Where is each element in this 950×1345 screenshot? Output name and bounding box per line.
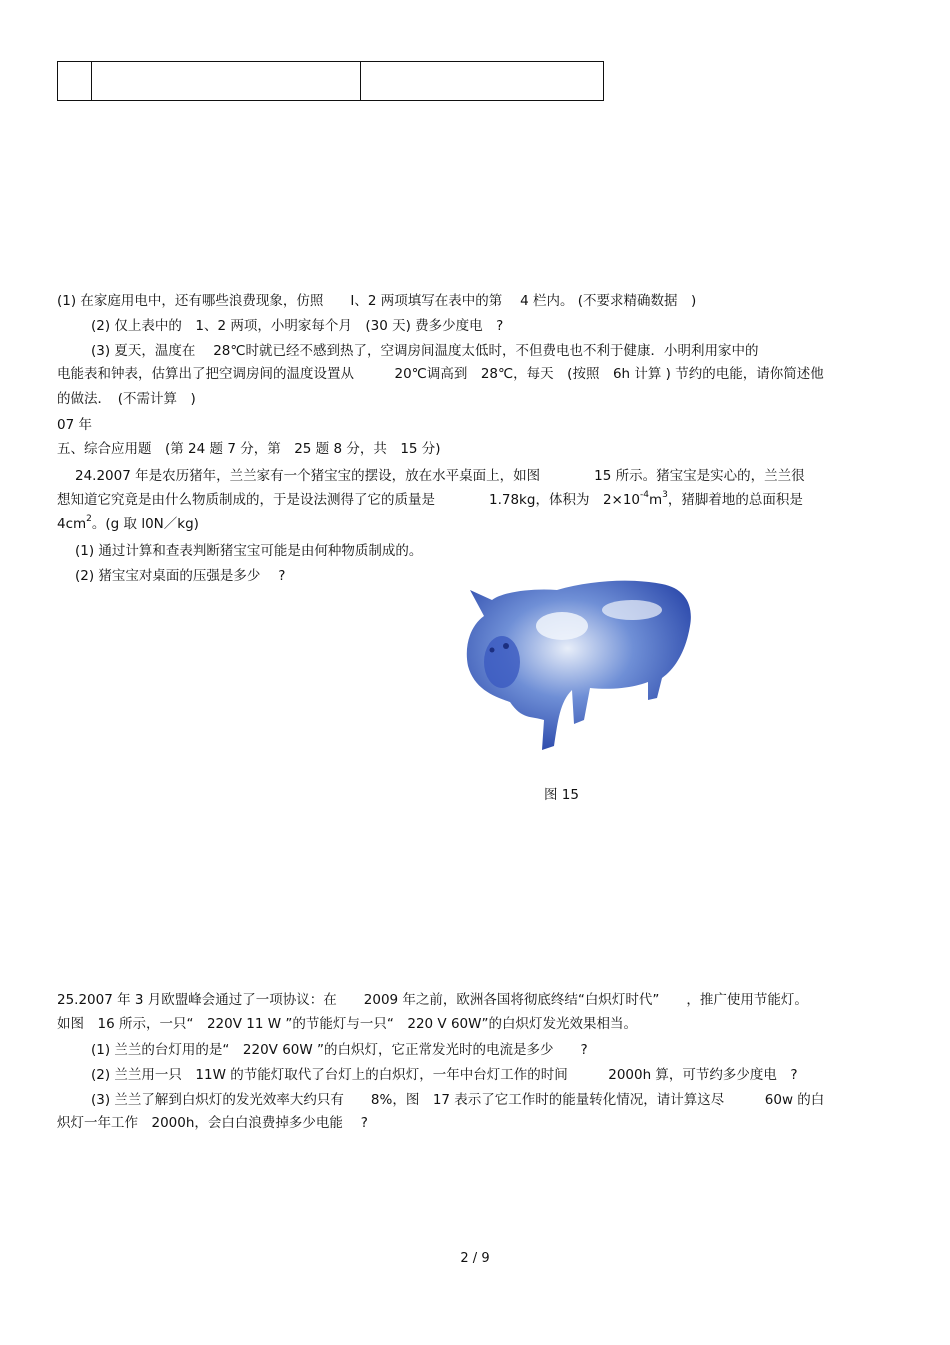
problem-24-line1: 24.2007 年是农历猪年，兰兰家有一个猪宝宝的摆设，放在水平桌面上，如图 15 所示。猪宝宝是实心的，兰兰很	[75, 468, 805, 484]
pig-figure-image	[462, 570, 697, 755]
problem-25-sub1: (1) 兰兰的台灯用的是“ 220V 60W ”的白炽灯，它正常发光时的电流是多少 ?	[91, 1042, 588, 1058]
year-label: 07 年	[57, 417, 92, 433]
figure-caption: 图 15	[544, 787, 579, 803]
table-fragment	[57, 61, 604, 101]
problem-25-sub3-line2: 炽灯一年工作 2000h，会白白浪费掉多少电能 ?	[57, 1115, 368, 1131]
problem-24-line2: 想知道它究竟是由什么物质制成的，于是设法测得了它的质量是 1.78kg，体积为 $2\times 10^{-4}m^3$，猪脚着地的总面积是	[57, 489, 803, 508]
question-2: (2) 仅上表中的 1、2 两项，小明家每个月 (30 天) 费多少度电 ?	[91, 318, 504, 334]
section-heading: 五、综合应用题 (第 24 题 7 分，第 25 题 8 分，共 15 分)	[57, 441, 441, 457]
problem-25-line2: 如图 16 所示，一只“ 220V 11 W ”的节能灯与一只“ 220 V 60W”的白炽灯发光效果相当。	[57, 1016, 637, 1032]
problem-25-sub2: (2) 兰兰用一只 11W 的节能灯取代了台灯上的白炽灯，一年中台灯工作的时间 2000h 算，可节约多少度电 ?	[91, 1067, 798, 1083]
question-3-line1: (3) 夏天，温度在 28℃时就已经不感到热了，空调房间温度太低时，不但费电也不利于健康．小明利用家中的	[91, 343, 759, 359]
problem-25-sub3-line1: (3) 兰兰了解到白炽灯的发光效率大约只有 8%，图 17 表示了它工作时的能量转化情况，请计算这尽 60w 的白	[91, 1092, 825, 1108]
problem-25-line1: 25.2007 年 3 月欧盟峰会通过了一项协议：在 2009 年之前，欧洲各国将彻底终结“白炽灯时代” ，推广使用节能灯。	[57, 992, 808, 1008]
table-divider	[91, 62, 92, 100]
problem-24-sub1: (1) 通过计算和查表判断猪宝宝可能是由何种物质制成的。	[75, 543, 423, 559]
problem-24-line3: $4cm^2$。(g 取 l0N／kg)	[57, 513, 199, 532]
question-3-line2: 电能表和钟表，估算出了把空调房间的温度设置从 20℃调高到 28℃，每天 (按照 6h 计算 ) 节约的电能，请你简述他	[57, 366, 824, 382]
table-divider	[360, 62, 361, 100]
question-3-line3: 的做法． (不需计算 )	[57, 391, 196, 407]
question-1: (1) 在家庭用电中，还有哪些浪费现象，仿照 I、2 两项填写在表中的第 4 栏内。 (不要求精确数据 )	[57, 293, 697, 309]
page-number: 2 / 9	[460, 1251, 490, 1266]
problem-24-sub2: (2) 猪宝宝对桌面的压强是多少 ?	[75, 568, 286, 584]
